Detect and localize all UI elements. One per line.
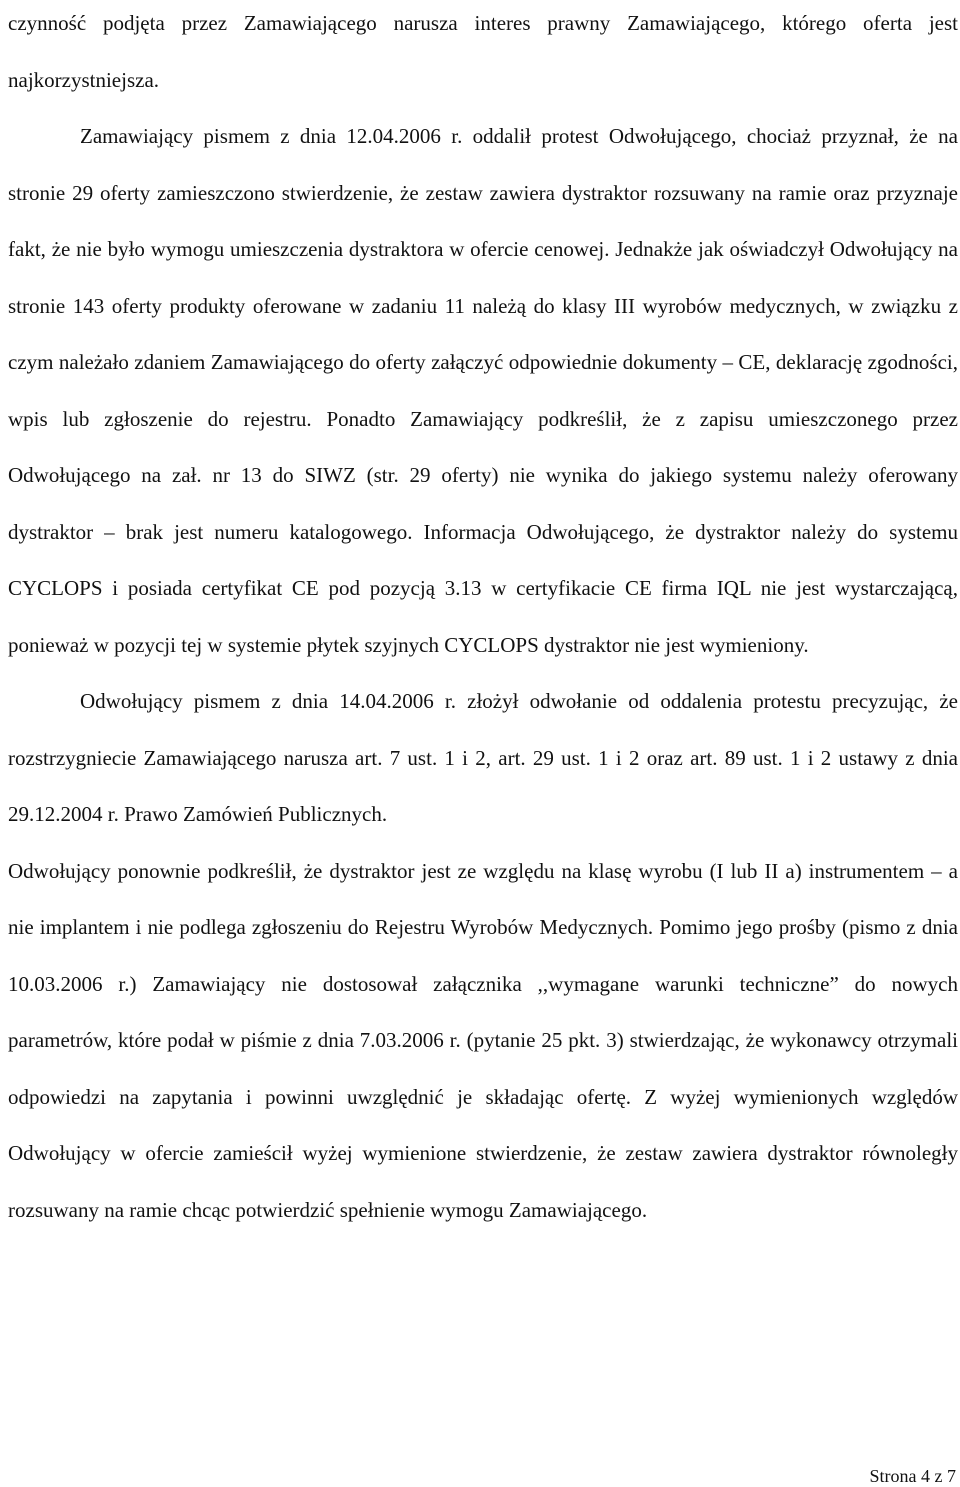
- paragraph-protest-dismissal: Zamawiający pismem z dnia 12.04.2006 r. oddalił protest Odwołującego, chociaż przyznał, że na stronie 29 oferty zamieszczono stwierdzenie, że zestaw zawiera dystraktor rozsuwany na ramie oraz przyznaje fakt, że nie było wymogu umieszczenia dystraktora w ofercie cenowej. Jednakże jak oświadczył Odwołujący na stronie 143 oferty produkty oferowane w zadaniu 11 należą do klasy III wyrobów medycznych, w związku z czym należało zdaniem Zamawiającego do oferty załączyć odpowiednie dokumenty – CE, deklarację zgodności, wpis lub zgłoszenie do rejestru. Ponadto Zamawiający podkreślił, że z zapisu umieszczonego przez Odwołującego na zał. nr 13 do SIWZ (str. 29 oferty) nie wynika do jakiego systemu należy oferowany dystraktor – brak jest numeru katalogowego. Informacja Odwołującego, że dystraktor należy do systemu CYCLOPS i posiada certyfikat CE pod pozycją 3.13 w certyfikacie CE firma IQL nie jest wystarczającą, ponieważ w pozycji tej w systemie płytek szyjnych CYCLOPS dystraktor nie jest wymieniony.: [8, 124, 958, 657]
- page-number-footer: Strona 4 z 7: [869, 1466, 956, 1486]
- document-page: [8, 0, 958, 1238]
- paragraph-appeal: Odwołujący pismem z dnia 14.04.2006 r. złożył odwołanie od oddalenia protestu precyzując, że rozstrzygniecie Zamawiającego narusza art. 7 ust. 1 i 2, art. 29 ust. 1 i 2 oraz art. 89 ust. 1 i 2 ustawy z dnia 29.12.2004 r. Prawo Zamówień Publicznych.: [8, 689, 958, 826]
- paragraph-continuation: czynność podjęta przez Zamawiającego narusza interes prawny Zamawiającego, którego oferta jest najkorzystniejsza.: [8, 11, 958, 92]
- paragraph-appellant-arguments: Odwołujący ponownie podkreślił, że dystraktor jest ze względu na klasę wyrobu (I lub II a) instrumentem – a nie implantem i nie podlega zgłoszeniu do Rejestru Wyrobów Medycznych. Pomimo jego prośby (pismo z dnia 10.03.2006 r.) Zamawiający nie dostosował załącznika ,,wymagane warunki techniczne” do nowych parametrów, które podał w piśmie z dnia 7.03.2006 r. (pytanie 25 pkt. 3) stwierdzając, że wykonawcy otrzymali odpowiedzi na zapytania i powinni uwzględnić je składając ofertę. Z wyżej wymienionych względów Odwołujący w ofercie zamieścił wyżej wymienione stwierdzenie, że zestaw zawiera dystraktor równoległy rozsuwany na ramie chcąc potwierdzić spełnienie wymogu Zamawiającego.: [8, 858, 958, 1222]
